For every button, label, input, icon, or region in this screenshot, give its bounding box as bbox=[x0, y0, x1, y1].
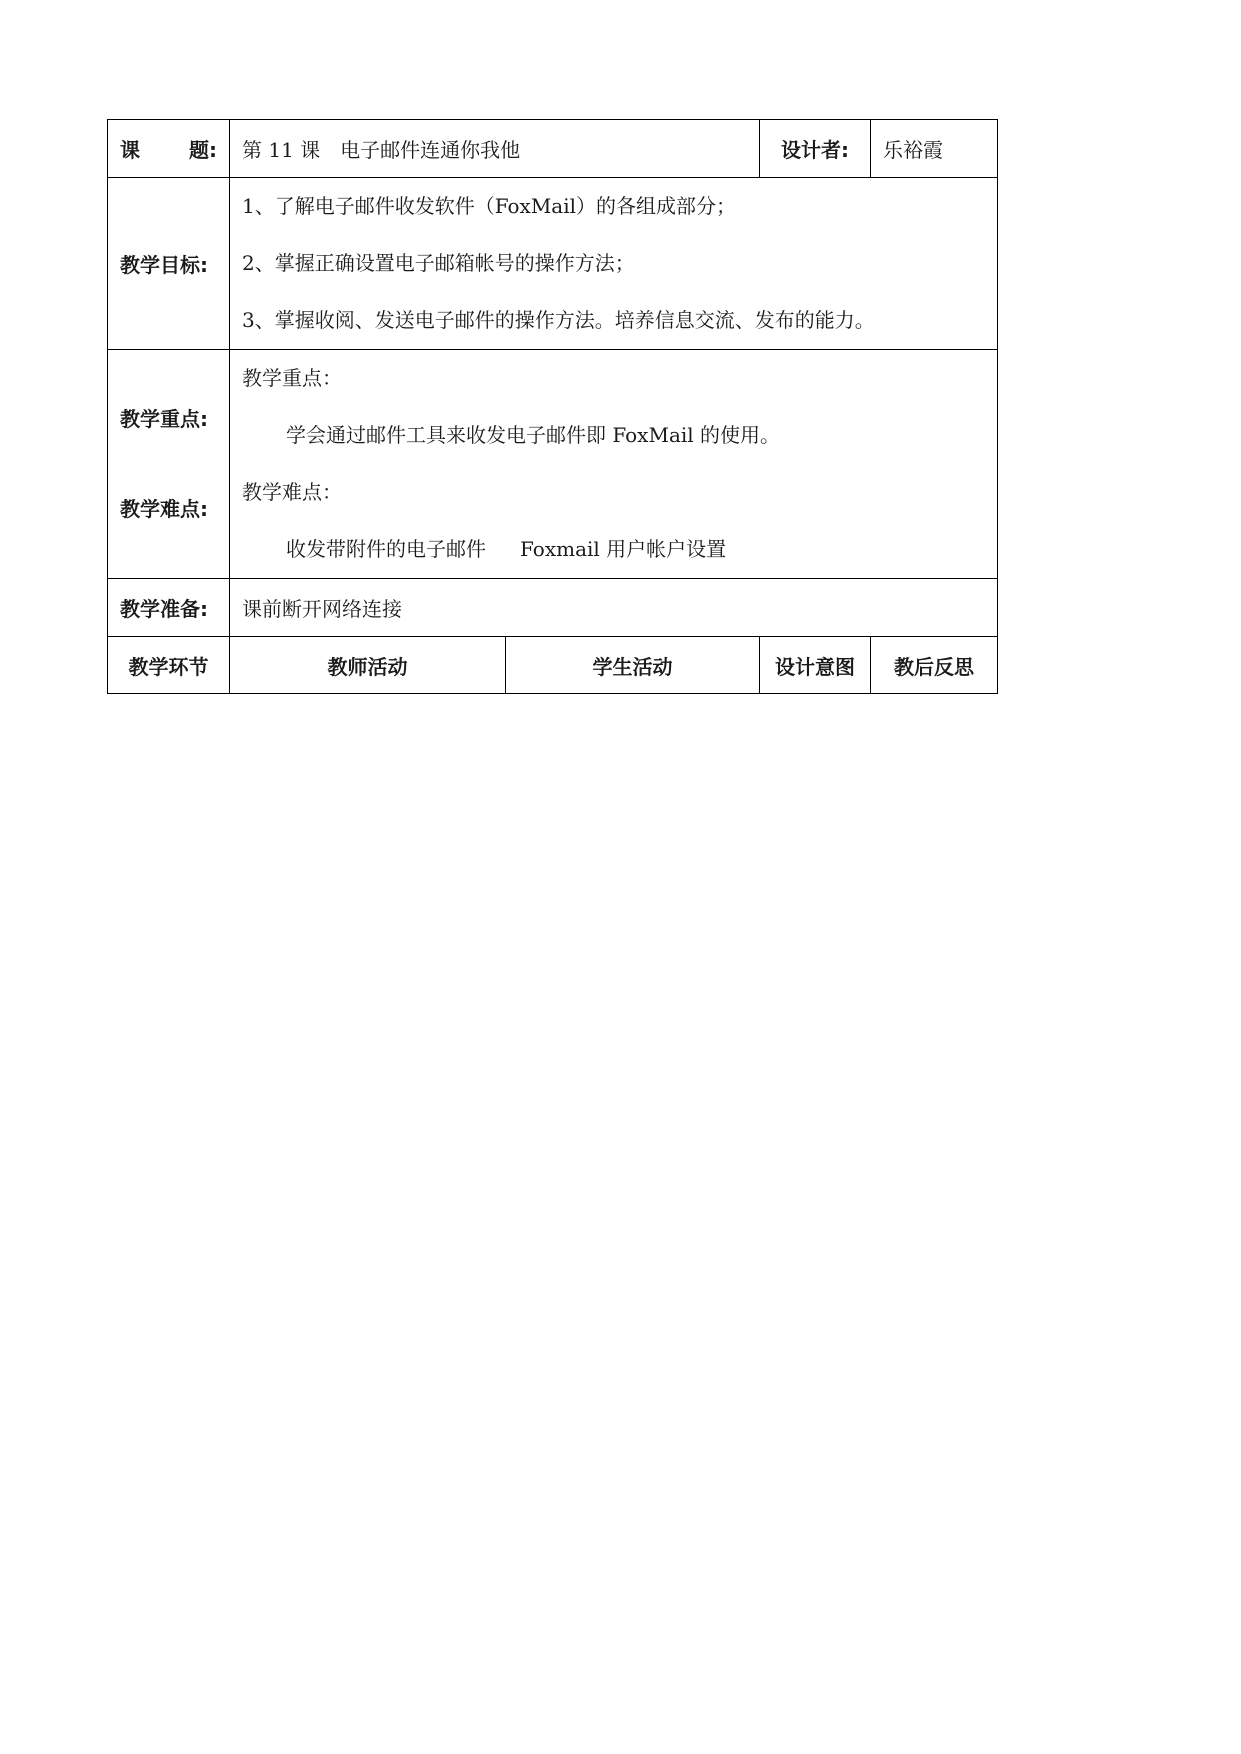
designer-value: 乐裕霞 bbox=[871, 120, 998, 178]
goals-content bbox=[230, 178, 998, 350]
topic-value: 第 11 课 电子邮件连通你我他 bbox=[230, 120, 760, 178]
column-intent: 设计意图 bbox=[760, 637, 871, 694]
lesson-plan-table bbox=[107, 119, 998, 694]
difficult-point-heading: 教学难点： bbox=[242, 480, 342, 504]
key-points-content bbox=[230, 350, 998, 579]
preparation-value: 课前断开网络连接 bbox=[230, 579, 998, 637]
column-reflection: 教后反思 bbox=[871, 637, 998, 694]
topic-label: 课 题: bbox=[120, 138, 217, 162]
title-row bbox=[108, 120, 998, 178]
goal-item: 3、掌握收阅、发送电子邮件的操作方法。培养信息交流、发布的能力。 bbox=[242, 308, 875, 332]
key-points-labels bbox=[108, 350, 230, 579]
difficult-point-label: 教学难点: bbox=[120, 497, 208, 521]
topic-label-cell bbox=[108, 120, 230, 178]
activity-header-row bbox=[108, 637, 998, 694]
preparation-label: 教学准备: bbox=[108, 579, 230, 637]
designer-label: 设计者: bbox=[760, 120, 871, 178]
key-point-heading: 教学重点： bbox=[242, 366, 342, 390]
goals-row bbox=[108, 178, 998, 350]
key-point-text: 学会通过邮件工具来收发电子邮件即 FoxMail 的使用。 bbox=[286, 423, 781, 447]
key-point-label: 教学重点: bbox=[120, 407, 208, 431]
difficult-point-item: 收发带附件的电子邮件 bbox=[286, 537, 486, 561]
column-student: 学生活动 bbox=[506, 637, 760, 694]
column-stage: 教学环节 bbox=[108, 637, 230, 694]
difficult-point-text bbox=[242, 521, 985, 578]
difficult-point-item: Foxmail 用户帐户设置 bbox=[520, 537, 727, 561]
column-teacher: 教师活动 bbox=[230, 637, 506, 694]
goal-item: 1、了解电子邮件收发软件（FoxMail）的各组成部分； bbox=[242, 194, 737, 218]
preparation-row bbox=[108, 579, 998, 637]
goals-label: 教学目标: bbox=[108, 178, 230, 350]
key-points-row bbox=[108, 350, 998, 579]
goal-item: 2、掌握正确设置电子邮箱帐号的操作方法； bbox=[242, 251, 635, 275]
